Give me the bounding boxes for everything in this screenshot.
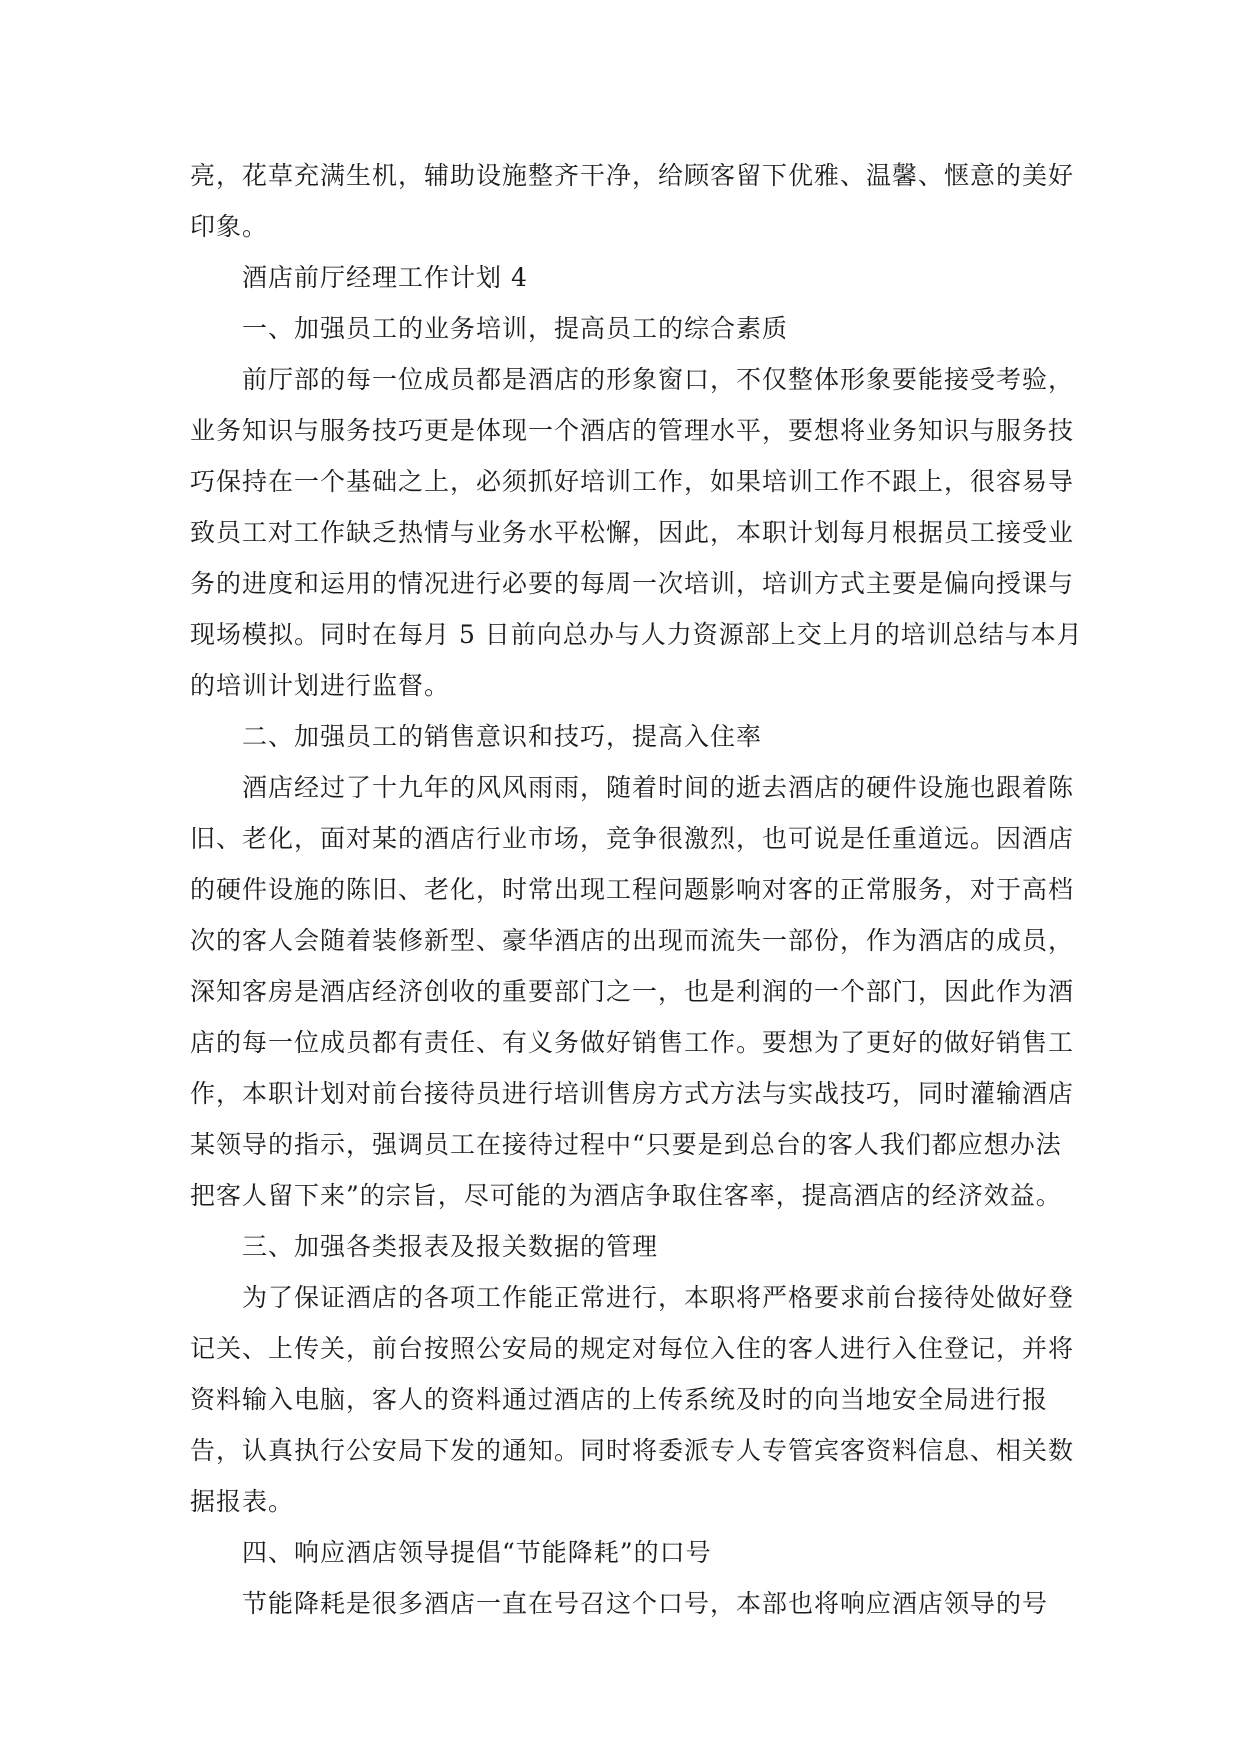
text-line: 四、响应酒店领导提倡“节能降耗”的口号 bbox=[242, 1538, 712, 1567]
text-line: 次的客人会随着装修新型、豪华酒店的出现而流失一部份，作为酒店的成员， bbox=[190, 926, 1075, 955]
text-line: 现场模拟。同时在每月 5 日前向总办与人力资源部上交上月的培训总结与本月 bbox=[190, 620, 1083, 649]
document-page bbox=[190, 150, 1083, 1629]
text-line: 据报表。 bbox=[190, 1487, 295, 1516]
text-line: 为了保证酒店的各项工作能正常进行，本职将严格要求前台接待处做好登 bbox=[242, 1283, 1075, 1312]
text-line: 前厅部的每一位成员都是酒店的形象窗口，不仅整体形象要能接受考验， bbox=[242, 365, 1075, 394]
text-line: 一、加强员工的业务培训，提高员工的综合素质 bbox=[242, 314, 789, 343]
text-line: 巧保持在一个基础之上，必须抓好培训工作，如果培训工作不跟上，很容易导 bbox=[190, 467, 1075, 496]
text-line: 致员工对工作缺乏热情与业务水平松懈，因此，本职计划每月根据员工接受业 bbox=[190, 518, 1075, 547]
text-line: 店的每一位成员都有责任、有义务做好销售工作。要想为了更好的做好销售工 bbox=[190, 1028, 1075, 1057]
text-line: 酒店经过了十九年的风风雨雨，随着时间的逝去酒店的硬件设施也跟着陈 bbox=[242, 773, 1075, 802]
text-line: 二、加强员工的销售意识和技巧，提高入住率 bbox=[242, 722, 763, 751]
text-line: 某领导的指示，强调员工在接待过程中“只要是到总台的客人我们都应想办法 bbox=[190, 1130, 1062, 1159]
text-line: 旧、老化，面对某的酒店行业市场，竞争很激烈，也可说是任重道远。因酒店 bbox=[190, 824, 1075, 853]
text-line: 告，认真执行公安局下发的通知。同时将委派专人专管宾客资料信息、相关数 bbox=[190, 1436, 1075, 1465]
text-line: 深知客房是酒店经济创收的重要部门之一，也是利润的一个部门，因此作为酒 bbox=[190, 977, 1075, 1006]
text-line: 作，本职计划对前台接待员进行培训售房方式方法与实战技巧，同时灌输酒店 bbox=[190, 1079, 1075, 1108]
text-line: 三、加强各类报表及报关数据的管理 bbox=[242, 1232, 659, 1261]
text-line: 节能降耗是很多酒店一直在号召这个口号，本部也将响应酒店领导的号 bbox=[242, 1589, 1049, 1618]
text-line: 印象。 bbox=[190, 212, 269, 241]
text-line: 的硬件设施的陈旧、老化，时常出现工程问题影响对客的正常服务，对于高档 bbox=[190, 875, 1075, 904]
text-line: 酒店前厅经理工作计划 4 bbox=[242, 263, 528, 292]
text-line: 资料输入电脑，客人的资料通过酒店的上传系统及时的向当地安全局进行报 bbox=[190, 1385, 1049, 1414]
text-line: 务的进度和运用的情况进行必要的每周一次培训，培训方式主要是偏向授课与 bbox=[190, 569, 1075, 598]
text-line: 的培训计划进行监督。 bbox=[190, 671, 451, 700]
text-line: 把客人留下来”的宗旨，尽可能的为酒店争取住客率，提高酒店的经济效益。 bbox=[190, 1181, 1062, 1210]
text-line: 记关、上传关，前台按照公安局的规定对每位入住的客人进行入住登记，并将 bbox=[190, 1334, 1075, 1363]
text-line: 亮，花草充满生机，辅助设施整齐干净，给顾客留下优雅、温馨、惬意的美好 bbox=[190, 161, 1075, 190]
text-line: 业务知识与服务技巧更是体现一个酒店的管理水平，要想将业务知识与服务技 bbox=[190, 416, 1075, 445]
